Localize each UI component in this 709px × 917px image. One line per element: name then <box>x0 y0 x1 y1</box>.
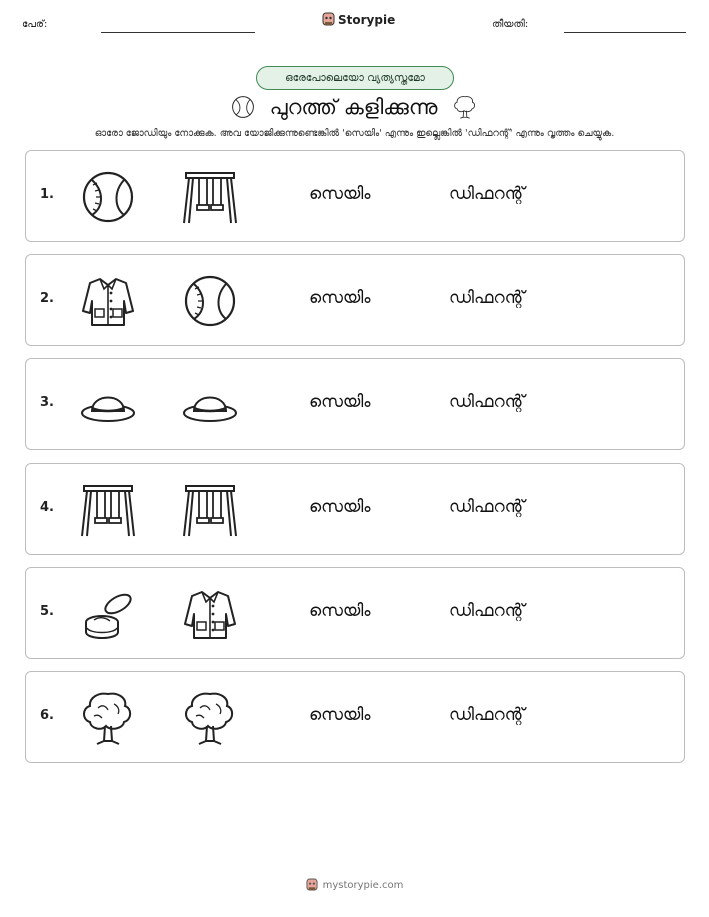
same-option[interactable]: സെയിം <box>309 705 371 725</box>
row-number: 3. <box>40 395 54 410</box>
same-option[interactable]: സെയിം <box>309 288 371 308</box>
page-title: പുറത്ത് കളിക്കുന്നു <box>269 94 438 119</box>
jacket-icon <box>78 271 138 331</box>
ball-icon <box>230 94 256 120</box>
date-field-line[interactable] <box>564 32 686 33</box>
row-number: 6. <box>40 708 54 723</box>
date-label: തീയതി: <box>492 19 529 30</box>
row-number: 5. <box>40 604 54 619</box>
swing-icon <box>78 480 138 540</box>
same-option[interactable]: സെയിം <box>309 497 371 517</box>
same-option[interactable]: സെയിം <box>309 392 371 412</box>
swing-icon <box>180 480 240 540</box>
ball-icon <box>180 271 240 331</box>
row-number: 4. <box>40 500 54 515</box>
cream-jar-icon <box>78 584 138 644</box>
swing-icon <box>180 167 240 227</box>
footer-url: mystorypie.com <box>322 879 404 891</box>
exercise-row <box>25 463 685 555</box>
brand-name: Storypie <box>338 12 396 27</box>
exercise-row <box>25 671 685 763</box>
tree-icon <box>451 93 479 121</box>
hat-icon <box>180 375 240 435</box>
exercise-row <box>25 150 685 242</box>
exercise-row <box>25 567 685 659</box>
different-option[interactable]: ഡിഫറന്റ് <box>449 497 525 517</box>
brand-logo <box>322 12 395 27</box>
tree-icon <box>180 688 240 748</box>
row-number: 2. <box>40 291 54 306</box>
different-option[interactable]: ഡിഫറന്റ് <box>449 392 525 412</box>
same-option[interactable]: സെയിം <box>309 184 371 204</box>
different-option[interactable]: ഡിഫറന്റ് <box>449 184 525 204</box>
page-header <box>0 12 709 38</box>
exercise-row <box>25 254 685 346</box>
ball-icon <box>78 167 138 227</box>
row-number: 1. <box>40 187 54 202</box>
different-option[interactable]: ഡിഫറന്റ് <box>449 705 525 725</box>
different-option[interactable]: ഡിഫറന്റ് <box>449 601 525 621</box>
storypie-mascot-icon <box>322 12 335 27</box>
name-field-line[interactable] <box>101 32 255 33</box>
footer <box>0 878 709 892</box>
jacket-icon <box>180 584 240 644</box>
different-option[interactable]: ഡിഫറന്റ് <box>449 288 525 308</box>
title-row <box>0 92 709 122</box>
exercise-row <box>25 358 685 450</box>
worksheet-type-badge: ഒരേപോലെയോ വ്യത്യസ്തമോ <box>256 66 454 90</box>
instructions-text: ഓരോ ജോഡിയും നോക്കുക. അവ യോജിക്കുന്നുണ്ടെങ്കിൽ 'സെയിം' എന്നും ഇല്ലെങ്കിൽ 'ഡിഫറന്റ്' എന്നും വൃത്തം ചെയ്യുക. <box>94 128 615 139</box>
name-label: പേര്: <box>22 19 48 30</box>
same-option[interactable]: സെയിം <box>309 601 371 621</box>
storypie-mascot-icon <box>306 878 318 892</box>
hat-icon <box>78 375 138 435</box>
tree-icon <box>78 688 138 748</box>
